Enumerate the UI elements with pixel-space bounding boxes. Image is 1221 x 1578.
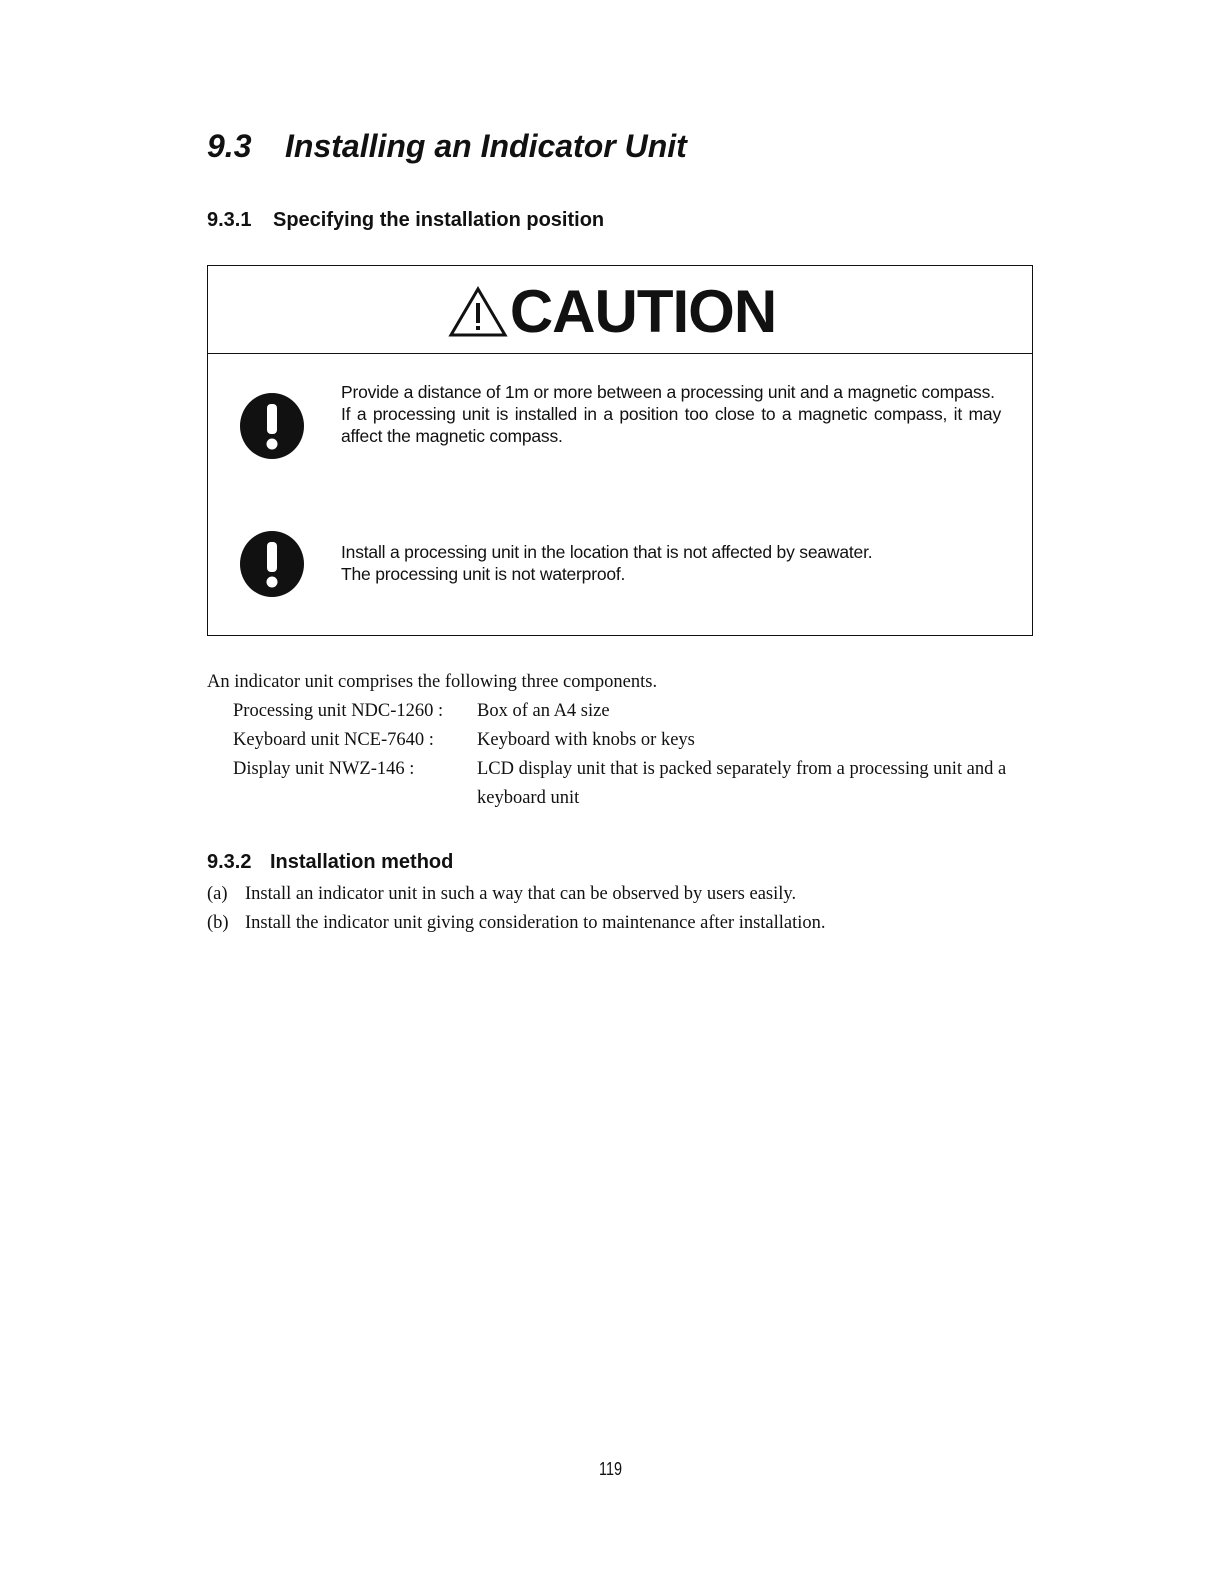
section-title: [207, 128, 687, 165]
component-row: [233, 755, 1033, 813]
caution-title-text: CAUTION: [509, 278, 777, 345]
components-intro: An indicator unit comprises the following three components.: [207, 672, 658, 692]
list-item: [207, 880, 1027, 909]
component-name: Processing unit NDC-1260 :: [233, 701, 444, 721]
caution-line: If a processing unit is installed in a position too close to a magnetic compass, it may affect the magnetic compass.: [341, 404, 1001, 446]
caution-title: [448, 277, 776, 346]
component-description: LCD display unit that is packed separately from a processing unit and a keyboard unit: [477, 759, 1007, 808]
mandatory-exclamation-icon: [238, 530, 306, 598]
subsection-number: 9.3.1: [207, 209, 252, 231]
caution-box: [207, 265, 1033, 636]
subsection-title-text: Installation method: [270, 851, 454, 873]
page-number: 119: [599, 1459, 622, 1479]
list-item-marker: (a): [207, 884, 228, 904]
caution-line: The processing unit is not waterproof.: [341, 564, 626, 584]
installation-method-list: [207, 880, 1027, 938]
caution-header: [208, 266, 1032, 354]
mandatory-exclamation-icon: [238, 392, 306, 460]
subsection-title-installation-method: [207, 851, 453, 874]
subsection-number: 9.3.2: [207, 851, 252, 873]
section-title-text: Installing an Indicator Unit: [285, 128, 687, 164]
component-description: Keyboard with knobs or keys: [477, 730, 695, 750]
component-name: Keyboard unit NCE-7640 :: [233, 730, 434, 750]
list-item-text: Install an indicator unit in such a way that can be observed by users easily.: [245, 884, 797, 904]
subsection-title-text: Specifying the installation position: [273, 209, 605, 231]
component-name: Display unit NWZ-146 :: [233, 759, 415, 779]
component-row: [233, 726, 1033, 755]
list-item-text: Install the indicator unit giving consideration to maintenance after installation.: [245, 913, 826, 933]
list-item: [207, 909, 1027, 938]
components-list: [233, 697, 1033, 813]
list-item-marker: (b): [207, 913, 229, 933]
warning-triangle-icon: [448, 286, 508, 338]
caution-text: [341, 381, 1001, 447]
subsection-title-installation-position: [207, 209, 604, 232]
caution-text: [341, 541, 1001, 585]
caution-line: Install a processing unit in the location that is not affected by seawater.: [341, 542, 873, 562]
component-row: [233, 697, 1033, 726]
caution-line: Provide a distance of 1m or more between a processing unit and a magnetic compass.: [341, 382, 995, 402]
section-number: 9.3: [207, 128, 252, 164]
component-description: Box of an A4 size: [477, 701, 610, 721]
